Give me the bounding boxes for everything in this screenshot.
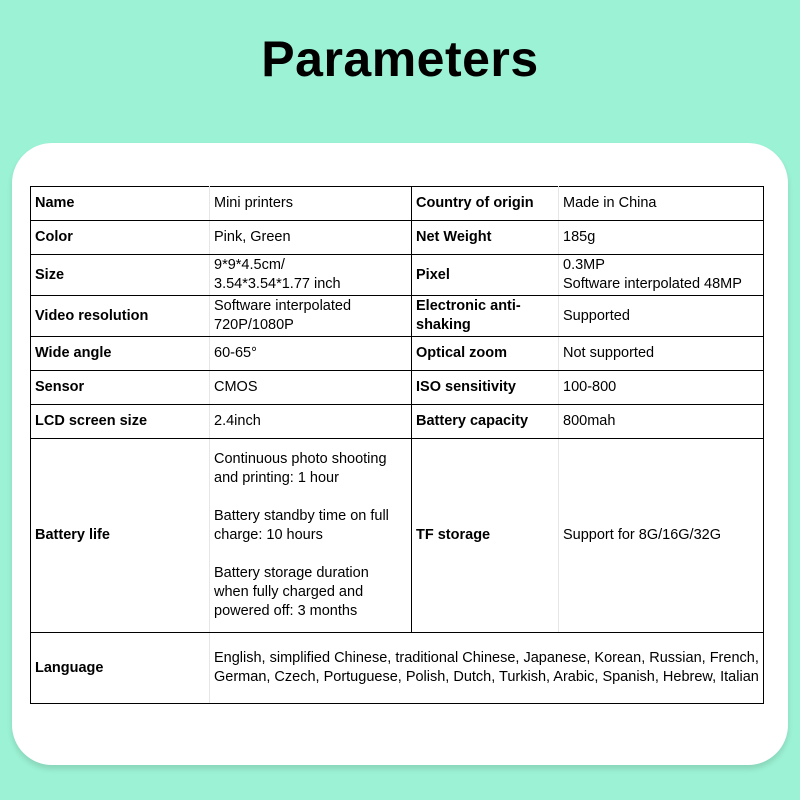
param-name-value: Mini printers bbox=[210, 187, 412, 221]
param-lcd-size-value: 2.4inch bbox=[210, 405, 412, 439]
param-size-value-line1: 9*9*4.5cm/ bbox=[214, 257, 285, 273]
table-row bbox=[31, 439, 764, 633]
param-color-label: Color bbox=[31, 221, 210, 255]
battery-life-standby: Battery standby time on full charge: 10 hours bbox=[214, 508, 389, 543]
param-video-resolution-label: Video resolution bbox=[31, 296, 210, 337]
param-battery-capacity-label: Battery capacity bbox=[412, 405, 559, 439]
table-row bbox=[31, 405, 764, 439]
param-optical-zoom-label: Optical zoom bbox=[412, 337, 559, 371]
page-title: Parameters bbox=[261, 31, 539, 87]
param-anti-shaking-value: Supported bbox=[559, 296, 764, 337]
param-battery-capacity-value: 800mah bbox=[559, 405, 764, 439]
param-anti-shaking-label-line2: shaking bbox=[416, 317, 471, 333]
parameters-table bbox=[30, 186, 764, 704]
param-optical-zoom-value: Not supported bbox=[559, 337, 764, 371]
param-language-value: English, simplified Chinese, traditional Chinese, Japanese, Korean, Russian, French, German, Czech, Portuguese, Polish, Dutch, Turkish, Arabic, Spanish, Hebrew, Italian bbox=[210, 633, 764, 704]
param-name-label: Name bbox=[31, 187, 210, 221]
param-pixel-value bbox=[559, 255, 764, 296]
param-pixel-label: Pixel bbox=[412, 255, 559, 296]
table-row bbox=[31, 633, 764, 704]
param-video-resolution-value bbox=[210, 296, 412, 337]
table-row bbox=[31, 255, 764, 296]
param-iso-value: 100-800 bbox=[559, 371, 764, 405]
param-wide-angle-label: Wide angle bbox=[31, 337, 210, 371]
battery-life-shooting: Continuous photo shooting and printing: 1 hour bbox=[214, 451, 387, 486]
param-sensor-value: CMOS bbox=[210, 371, 412, 405]
param-battery-life-label: Battery life bbox=[31, 439, 210, 633]
param-tf-storage-label: TF storage bbox=[412, 439, 559, 633]
param-size-label: Size bbox=[31, 255, 210, 296]
battery-life-storage: Battery storage duration when fully charged and powered off: 3 months bbox=[214, 565, 369, 619]
table-row bbox=[31, 187, 764, 221]
param-anti-shaking-label-line1: Electronic anti- bbox=[416, 298, 521, 314]
param-anti-shaking-label bbox=[412, 296, 559, 337]
param-language-label: Language bbox=[31, 633, 210, 704]
param-country-value: Made in China bbox=[559, 187, 764, 221]
table-row bbox=[31, 371, 764, 405]
param-wide-angle-value: 60-65° bbox=[210, 337, 412, 371]
table-row bbox=[31, 221, 764, 255]
param-battery-life-value bbox=[210, 439, 412, 633]
param-tf-storage-value: Support for 8G/16G/32G bbox=[559, 439, 764, 633]
param-pixel-value-line2: Software interpolated 48MP bbox=[563, 276, 742, 292]
param-sensor-label: Sensor bbox=[31, 371, 210, 405]
param-video-resolution-value-line1: Software interpolated bbox=[214, 298, 352, 314]
param-color-value: Pink, Green bbox=[210, 221, 412, 255]
param-size-value bbox=[210, 255, 412, 296]
param-country-label: Country of origin bbox=[412, 187, 559, 221]
table-row bbox=[31, 337, 764, 371]
param-size-value-line2: 3.54*3.54*1.77 inch bbox=[214, 276, 341, 292]
param-video-resolution-value-line2: 720P/1080P bbox=[214, 317, 294, 333]
param-pixel-value-line1: 0.3MP bbox=[563, 257, 605, 273]
param-lcd-size-label: LCD screen size bbox=[31, 405, 210, 439]
param-weight-label: Net Weight bbox=[412, 221, 559, 255]
param-weight-value: 185g bbox=[559, 221, 764, 255]
table-row bbox=[31, 296, 764, 337]
param-iso-label: ISO sensitivity bbox=[412, 371, 559, 405]
